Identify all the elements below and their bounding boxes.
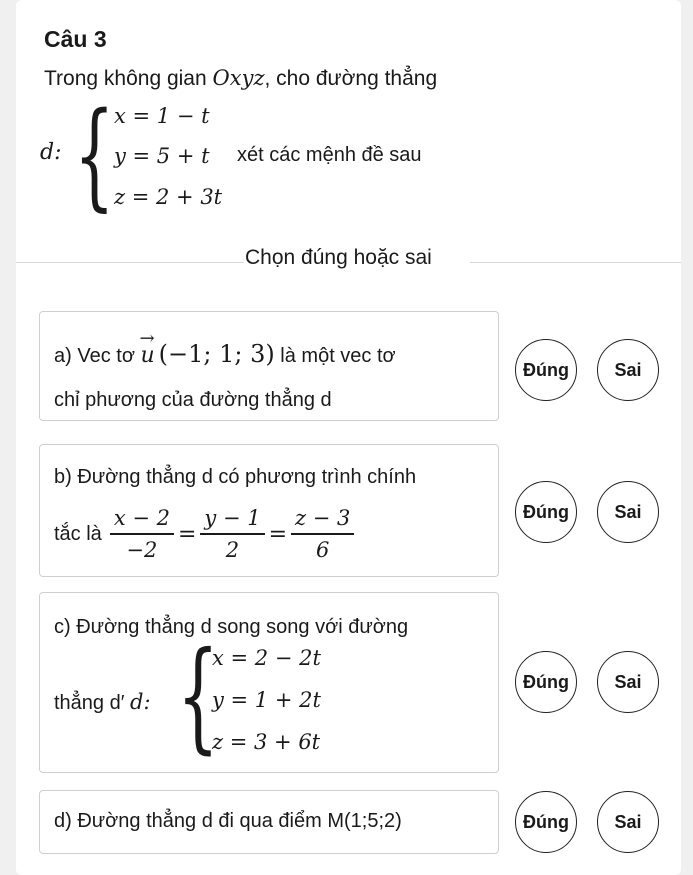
line-label: d: bbox=[40, 140, 62, 165]
intro-space: Oxyz bbox=[212, 66, 265, 90]
vector-arrow-icon: → bbox=[139, 328, 155, 349]
question-title: Câu 3 bbox=[44, 26, 107, 52]
equals-1: = bbox=[177, 521, 197, 547]
statement-d-true-button[interactable]: Đúng bbox=[515, 791, 577, 853]
fraction-x: $\frac{x - 2}{-2}$ bbox=[110, 503, 174, 565]
statement-a-true-button[interactable]: Đúng bbox=[515, 339, 577, 401]
question-note: xét các mệnh đề sau bbox=[237, 144, 422, 166]
statement-a-false-button[interactable]: Sai bbox=[597, 339, 659, 401]
system-line-2: y = 5 + t bbox=[114, 144, 210, 168]
vector-coords: (−1; 1; 3) bbox=[158, 340, 275, 368]
divider-right bbox=[470, 262, 681, 263]
system-line-3: z = 2 + 3t bbox=[114, 185, 223, 209]
system-line-1: x = 1 − t bbox=[114, 104, 210, 128]
statement-b-true-button[interactable]: Đúng bbox=[515, 481, 577, 543]
equals-2: = bbox=[268, 521, 288, 547]
intro-tail: , cho đường thẳng bbox=[264, 67, 438, 90]
statement-d-false-button[interactable]: Sai bbox=[597, 791, 659, 853]
system-brace: { bbox=[74, 88, 115, 223]
statement-d-text: d) Đường thẳng d đi qua điểm M(1;5;2) bbox=[54, 810, 402, 832]
statement-c-line-1: c) Đường thẳng d song song với đường bbox=[54, 616, 409, 638]
statement-c-false-button[interactable]: Sai bbox=[597, 651, 659, 713]
statement-a-line-2: chỉ phương của đường thẳng d bbox=[54, 389, 332, 411]
statement-c-system-3: z = 3 + 6t bbox=[212, 730, 321, 754]
vector-u: → u bbox=[139, 328, 155, 368]
statement-b-false-button[interactable]: Sai bbox=[597, 481, 659, 543]
intro-text: Trong không gian bbox=[44, 67, 213, 90]
statement-c-brace: { bbox=[177, 627, 219, 766]
section-title: Chọn đúng hoặc sai bbox=[245, 246, 432, 269]
statement-c-prefix: thẳng d′ d: bbox=[54, 690, 151, 714]
statement-b-line-2 bbox=[54, 496, 356, 572]
statement-a-line-1 bbox=[54, 328, 396, 368]
statement-a-prefix: a) Vec tơ bbox=[54, 345, 141, 367]
fraction-y: $\frac{y - 1}{2}$ bbox=[200, 503, 264, 565]
statement-c-system-1: x = 2 − 2t bbox=[212, 646, 321, 670]
statement-c-label: d: bbox=[130, 690, 151, 714]
statement-c-system-2: y = 1 + 2t bbox=[212, 688, 321, 712]
statement-b-prefix: tắc là bbox=[54, 522, 102, 545]
fraction-z: $\frac{z - 3}{6}$ bbox=[291, 503, 354, 565]
statement-b-line-1: b) Đường thẳng d có phương trình chính bbox=[54, 466, 417, 488]
divider-left bbox=[16, 262, 244, 263]
statement-c-true-button[interactable]: Đúng bbox=[515, 651, 577, 713]
statement-a-suffix: là một vec tơ bbox=[274, 345, 396, 367]
